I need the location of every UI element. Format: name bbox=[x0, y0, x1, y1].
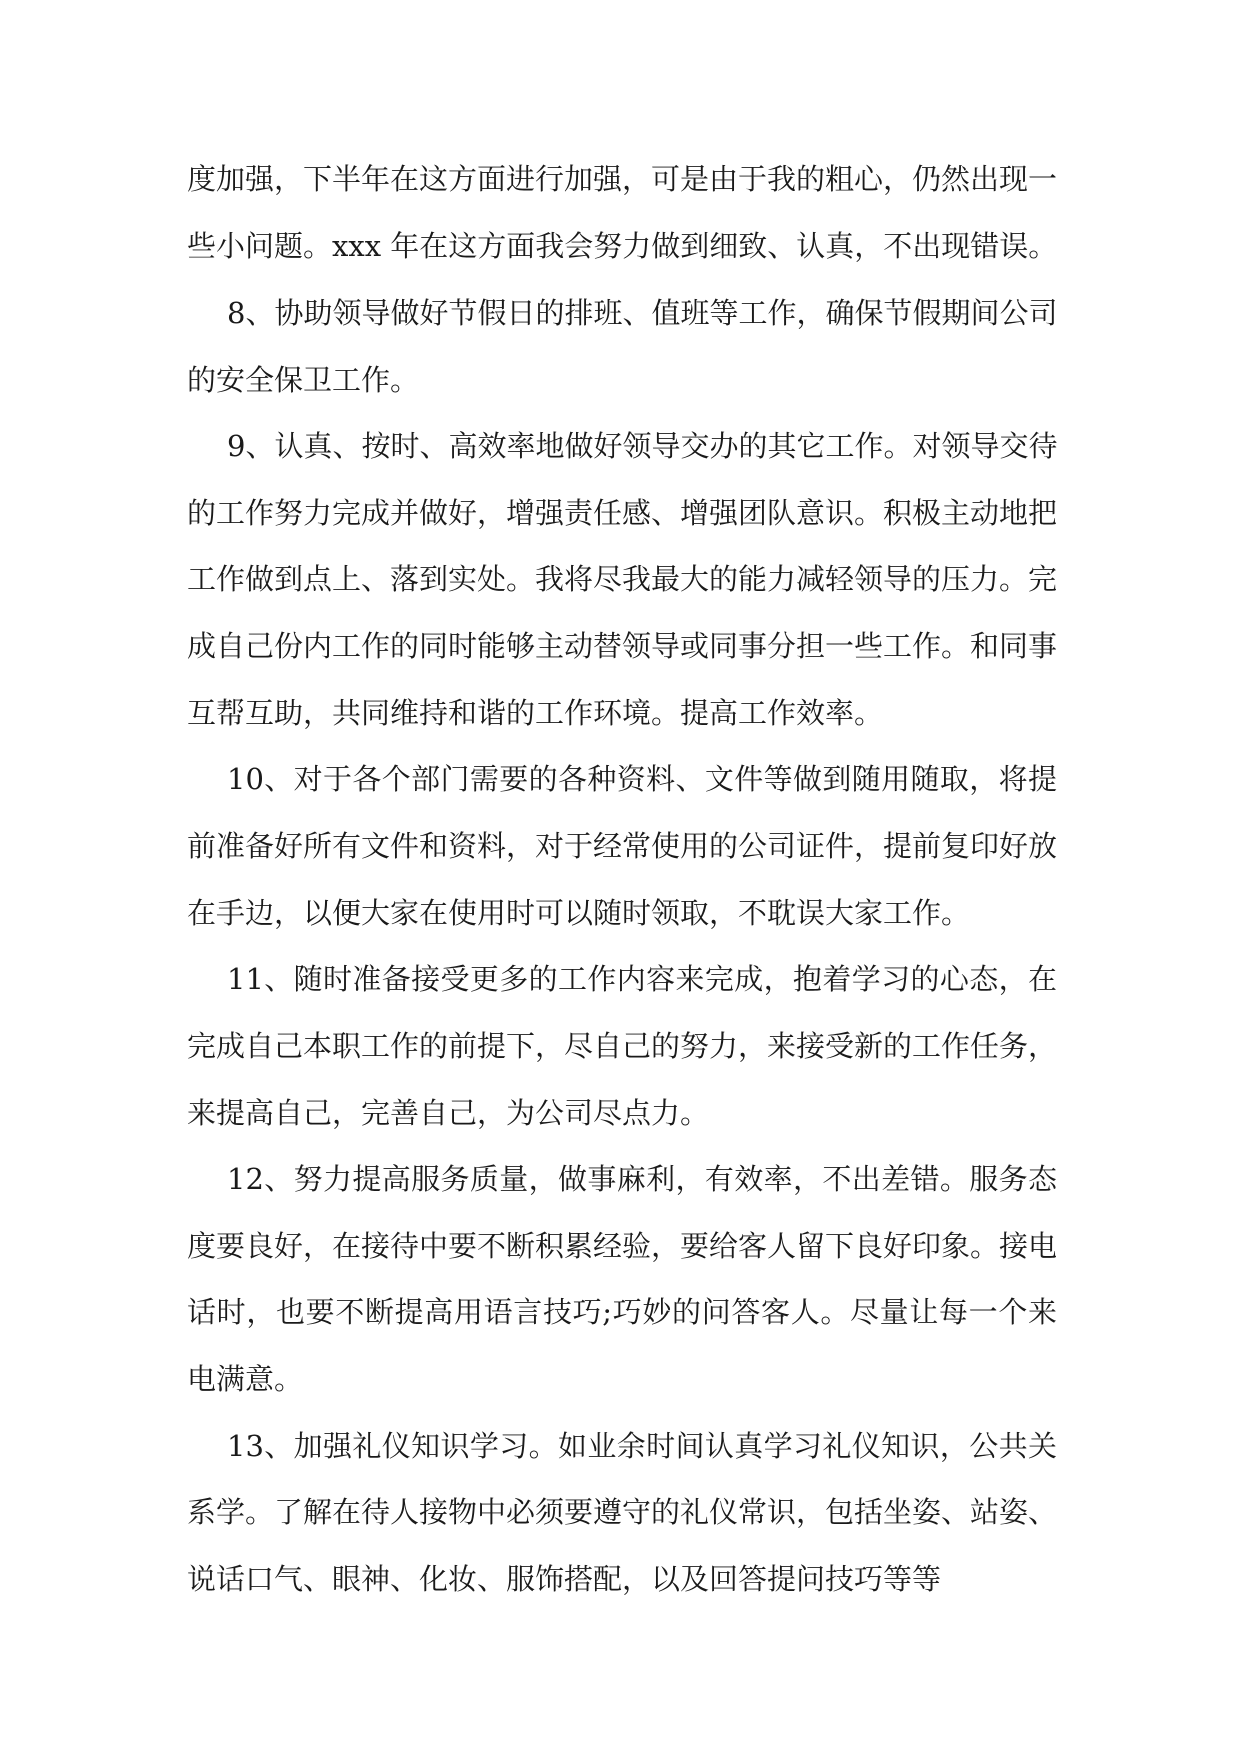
text-line: 完成自己本职工作的前提下，尽自己的努力，来接受新的工作任务， bbox=[187, 1029, 1058, 1063]
text-line: 工作做到点上、落到实处。我将尽我最大的能力减轻领导的压力。完 bbox=[187, 562, 1058, 596]
list-item-12-line: 12、努力提高服务质量，做事麻利，有效率，不出差错。服务态 bbox=[227, 1162, 1057, 1196]
text-line: 些小问题。xxx 年在这方面我会努力做到细致、认真，不出现错误。 bbox=[187, 229, 1058, 263]
text-line: 度要良好，在接待中要不断积累经验，要给客人留下良好印象。接电 bbox=[187, 1229, 1058, 1263]
list-item-10-line: 10、对于各个部门需要的各种资料、文件等做到随用随取，将提 bbox=[227, 762, 1057, 796]
list-item-11-line: 11、随时准备接受更多的工作内容来完成，抱着学习的心态，在 bbox=[227, 962, 1057, 996]
list-item-13-line: 13、加强礼仪知识学习。如业余时间认真学习礼仪知识，公共关 bbox=[227, 1429, 1057, 1463]
text-line: 系学。了解在待人接物中必须要遵守的礼仪常识，包括坐姿、站姿、 bbox=[187, 1495, 1058, 1529]
text-line: 的安全保卫工作。 bbox=[187, 363, 420, 397]
text-line: 前准备好所有文件和资料，对于经常使用的公司证件，提前复印好放 bbox=[187, 829, 1058, 863]
list-item-8-line: 8、协助领导做好节假日的排班、值班等工作，确保节假期间公司 bbox=[227, 296, 1058, 330]
text-line: 在手边，以便大家在使用时可以随时领取，不耽误大家工作。 bbox=[187, 896, 971, 930]
text-line: 度加强，下半年在这方面进行加强，可是由于我的粗心，仍然出现一 bbox=[187, 162, 1058, 196]
text-line: 的工作努力完成并做好，增强责任感、增强团队意识。积极主动地把 bbox=[187, 496, 1058, 530]
text-line: 说话口气、眼神、化妆、服饰搭配，以及回答提问技巧等等 bbox=[187, 1562, 942, 1596]
text-line: 来提高自己，完善自己，为公司尽点力。 bbox=[187, 1096, 710, 1130]
text-line: 话时，也要不断提高用语言技巧;巧妙的问答客人。尽量让每一个来 bbox=[187, 1295, 1057, 1329]
list-item-9-line: 9、认真、按时、高效率地做好领导交办的其它工作。对领导交待 bbox=[227, 429, 1058, 463]
text-line: 互帮互助，共同维持和谐的工作环境。提高工作效率。 bbox=[187, 696, 884, 730]
text-line: 成自己份内工作的同时能够主动替领导或同事分担一些工作。和同事 bbox=[187, 629, 1058, 663]
text-line: 电满意。 bbox=[187, 1362, 304, 1396]
